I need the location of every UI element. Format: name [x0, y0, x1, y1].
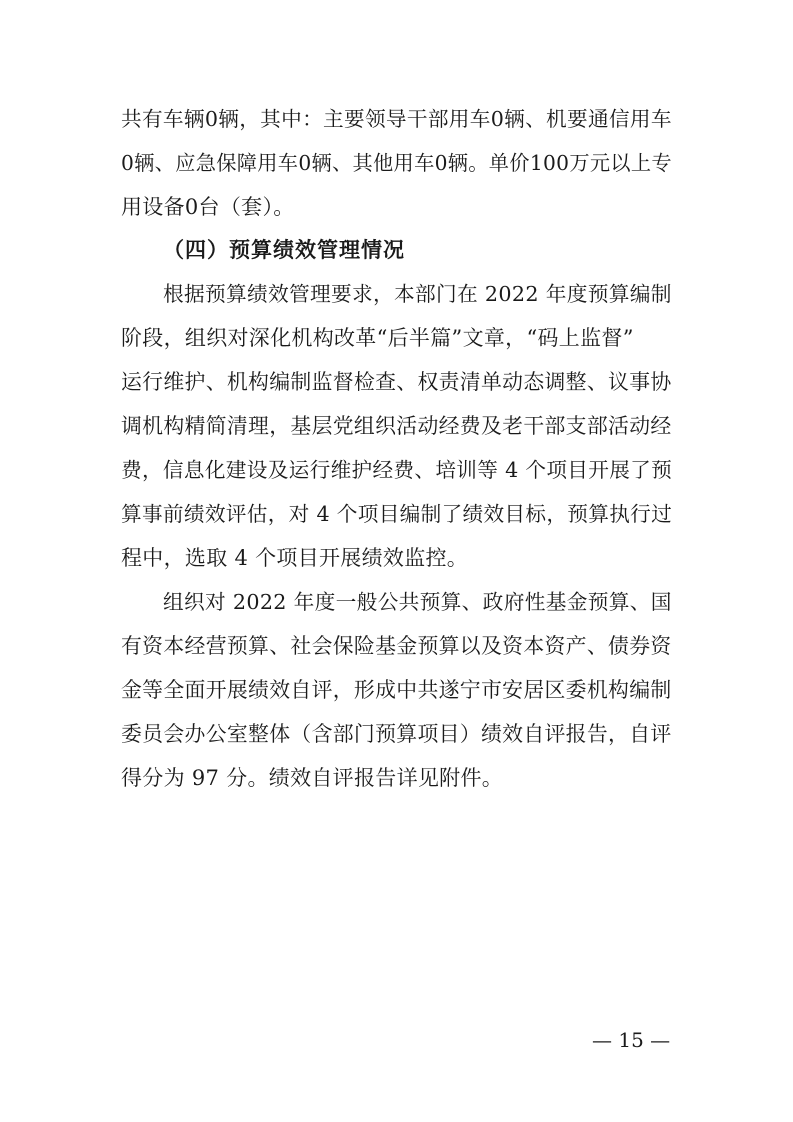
section-heading: （四）预算绩效管理情况 — [163, 238, 405, 262]
paragraph-line: 算事前绩效评估，对 4 个项目编制了绩效目标，预算执行过 — [121, 502, 673, 526]
paragraph-line: 阶段，组织对深化机构改革“后半篇”文章，“码上监督” — [121, 326, 634, 350]
paragraph-line: 费，信息化建设及运行维护经费、培训等 4 个项目开展了预 — [121, 458, 673, 482]
paragraph-line: 得分为 97 分。绩效自评报告详见附件。 — [121, 766, 504, 790]
paragraph-line: 有资本经营预算、社会保险基金预算以及资本资产、债券资 — [121, 634, 672, 658]
paragraph-line: 共有车辆0辆，其中：主要领导干部用车0辆、机要通信用车 — [121, 107, 672, 131]
paragraph-line: 调机构精简清理，基层党组织活动经费及老干部支部活动经 — [121, 414, 672, 438]
paragraph-line: 根据预算绩效管理要求，本部门在 2022 年度预算编制 — [163, 282, 672, 306]
paragraph-line: 委员会办公室整体（含部门预算项目）绩效自评报告，自评 — [121, 722, 672, 746]
paragraph-line: 组织对 2022 年度一般公共预算、政府性基金预算、国 — [163, 590, 672, 614]
paragraph-line: 用设备0台（套）。 — [121, 195, 295, 219]
paragraph-line: 金等全面开展绩效自评，形成中共遂宁市安居区委机构编制 — [121, 678, 672, 702]
page-number: — 15 — — [592, 1028, 671, 1052]
paragraph-line: 0辆、应急保障用车0辆、其他用车0辆。单价100万元以上专 — [121, 151, 672, 175]
paragraph-line: 运行维护、机构编制监督检查、权责清单动态调整、议事协 — [121, 370, 672, 394]
paragraph-line: 程中，选取 4 个项目开展绩效监控。 — [121, 546, 469, 570]
